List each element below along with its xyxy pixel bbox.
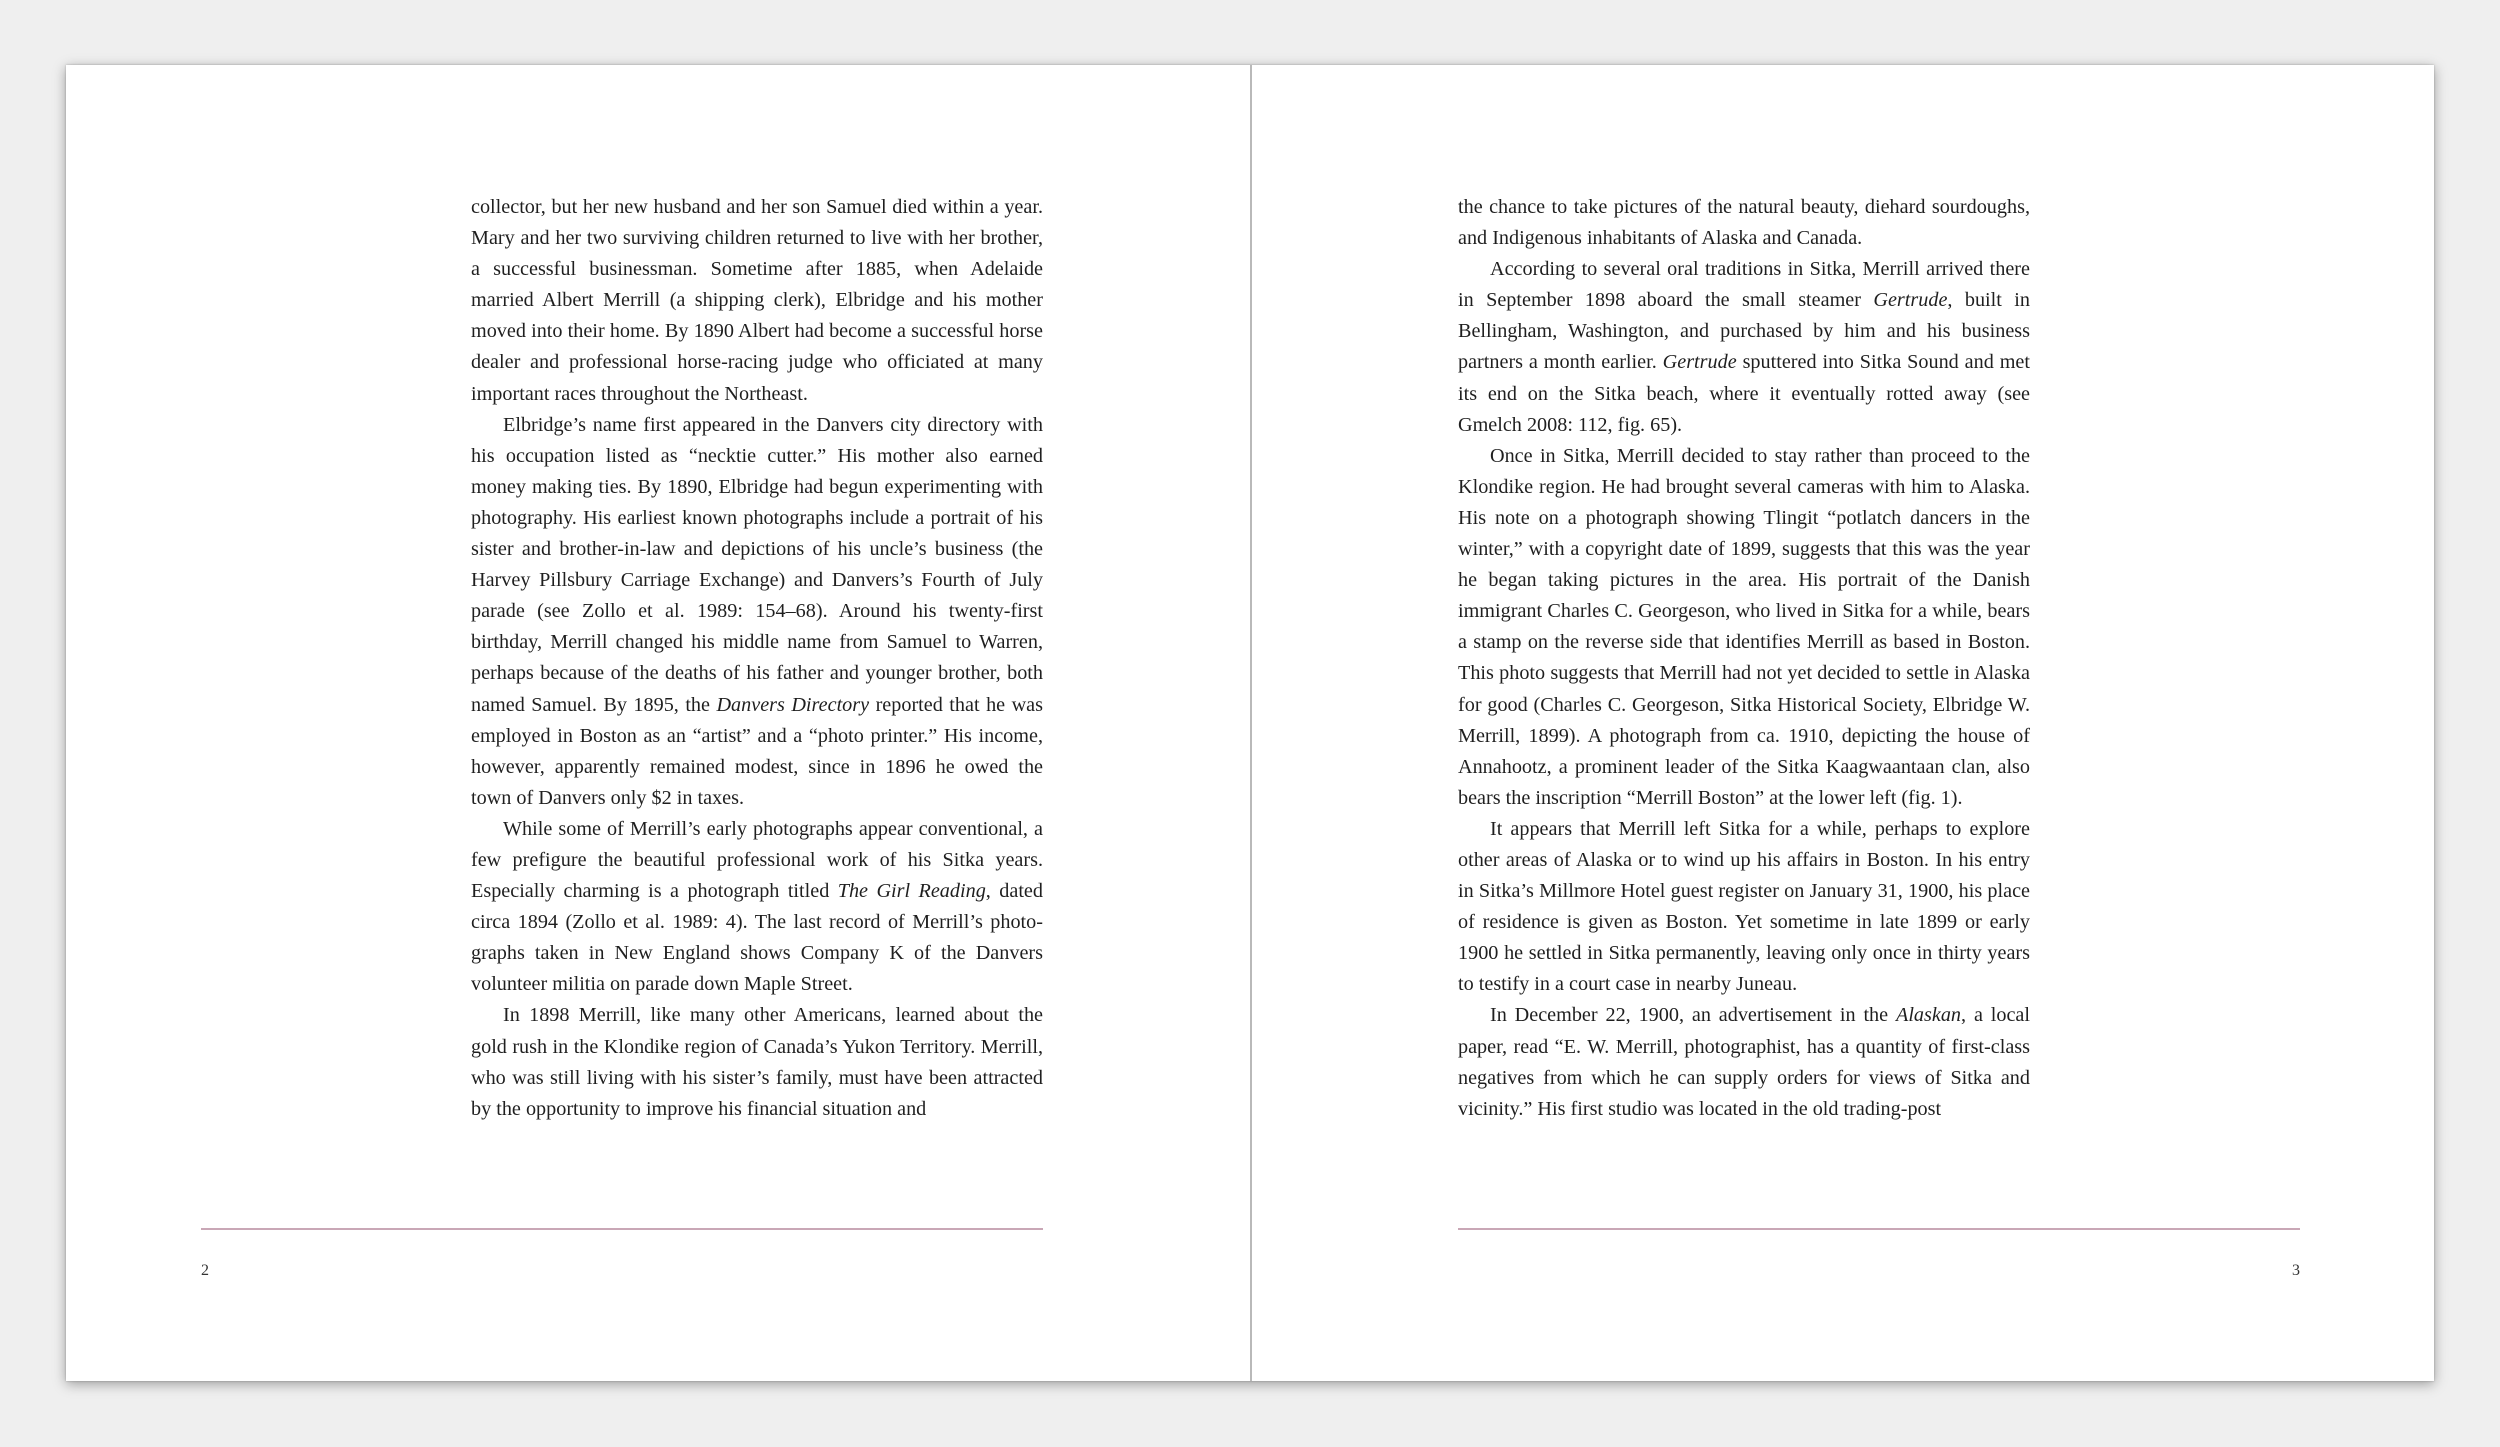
italic-title: Alaskan	[1895, 1004, 1962, 1027]
paragraph-text: the chance to take pictures of the natural beauty, diehard sourdoughs, and Indigenous inhabitants of Alaska and Canada.	[1458, 196, 2030, 250]
left-page-number: 2	[201, 1262, 209, 1279]
paragraph-text: While some of Merrill’s early photographs appear conventional, a few prefigure the beautiful professional work of his Sitka years. Especially charming is a photograph titled	[471, 817, 1043, 903]
paragraph-text: It appears that Merrill left Sitka for a while, perhaps to explore other areas of Alaska or to wind up his affairs in Boston. In his entry in Sitka’s Millmore Hotel guest register on January 31, 1900, his place of residence is given as Boston. Yet sometime in late 1899 or early 1900 he settled in Sitka permanently, leaving only once in thirty years to testify in a court case in nearby Juneau.	[1458, 817, 2030, 996]
book-spread	[66, 65, 2434, 1381]
paragraph	[1458, 192, 2030, 254]
paragraph-text: In 1898 Merrill, like many other Americans, learned about the gold rush in the Klondike region of Canada’s Yukon Territory. Merrill, who was still living with his sister’s family, must have been attracted by the opportunity to improve his financial situation and	[471, 1004, 1043, 1120]
book-gutter	[1250, 65, 1252, 1381]
left-page-body-text	[471, 192, 1043, 1125]
paragraph	[1458, 441, 2030, 814]
italic-title: Danvers Directory	[716, 693, 870, 716]
right-page-number: 3	[2292, 1262, 2300, 1279]
italic-title: The Girl Reading	[837, 880, 986, 903]
paragraph-text: collector, but her new husband and her son Samuel died within a year. Mary and her two surviving children returned to live with her brother, a successful businessman. Sometime after 1885, when Adelaide married Albert Merrill (a shipping clerk), Elbridge and his mother moved into their home. By 1890 Albert had become a successful horse dealer and professional horse-racing judge who officiated at many important races throughout the Northeast.	[471, 196, 1043, 405]
paragraph-text: According to several oral traditions in Sitka, Merrill arrived there in September 1898 aboard the small steamer	[1458, 258, 2030, 312]
right-page-body-text	[1458, 192, 2030, 1125]
paragraph	[471, 1000, 1043, 1124]
paragraph	[1458, 254, 2030, 441]
paragraph	[471, 410, 1043, 814]
paragraph	[471, 192, 1043, 410]
paragraph-text: Elbridge’s name first appeared in the Danvers city directory with his occupation listed as “necktie cutter.” His mother also earned money making ties. By 1890, Elbridge had begun experimenting with photography. His earliest known photographs include a portrait of his sister and brother-in-law and depictions of his uncle’s business (the Harvey Pillsbury Carriage Exchange) and Danvers’s Fourth of July parade (see Zollo et al. 1989: 154–68). Around his twenty-first birthday, Merrill changed his middle name from Samuel to Warren, perhaps because of the deaths of his father and younger brother, both named Samuel. By 1895, the	[471, 413, 1043, 716]
paragraph-text: sputtered into Sitka Sound and met its end on the Sitka beach, where it eventually rotted away (see Gmelch 2008: 112, fig. 65).	[1458, 351, 2030, 436]
right-page-footer-rule	[1458, 1228, 2300, 1230]
paragraph-text: , dated circa 1894 (Zollo et al. 1989: 4). The last record of Merrill’s photographs taken in New England shows Company K of the Danvers volunteer militia on parade down Maple Street.	[471, 880, 1043, 996]
left-page-footer-rule	[201, 1228, 1043, 1230]
paragraph-text: , a local paper, read “E. W. Merrill, photographist, has a quantity of first-class negatives from which he can supply orders for views of Sitka and vicinity.” His first studio was located in the old trading-post	[1458, 1004, 2030, 1120]
italic-title: Gertrude	[1873, 289, 1948, 312]
italic-title: Gertrude	[1662, 351, 1737, 374]
paragraph-text: In December 22, 1900, an advertisement in the	[1490, 1004, 1896, 1027]
paragraph	[1458, 814, 2030, 1001]
paragraph-text: Once in Sitka, Merrill decided to stay rather than proceed to the Klondike region. He had brought several cameras with him to Alaska. His note on a photograph showing Tlingit “potlatch dancers in the winter,” with a copyright date of 1899, suggests that this was the year he began taking pictures in the area. His portrait of the Danish immigrant Charles C. Georgeson, who lived in Sitka for a while, bears a stamp on the reverse side that identifies Merrill as based in Boston. This photo suggests that Merrill had not yet decided to settle in Alaska for good (Charles C. Georgeson, Sitka Historical Society, Elbridge W. Merrill, 1899). A photograph from ca. 1910, depicting the house of Annahootz, a prominent leader of the Sitka Kaagwaantaan clan, also bears the inscription “Merrill Boston” at the lower left (fig. 1).	[1458, 444, 2030, 809]
paragraph-text: reported that he was employed in Boston as an “artist” and a “photo printer.” His income, however, apparently remained modest, since in 1896 he owed the town of Danvers only $2 in taxes.	[471, 693, 1043, 809]
paragraph	[1458, 1000, 2030, 1124]
paragraph-text: , built in Bellingham, Washington, and purchased by him and his business partners a month earlier.	[1458, 289, 2030, 374]
paragraph	[471, 814, 1043, 1001]
